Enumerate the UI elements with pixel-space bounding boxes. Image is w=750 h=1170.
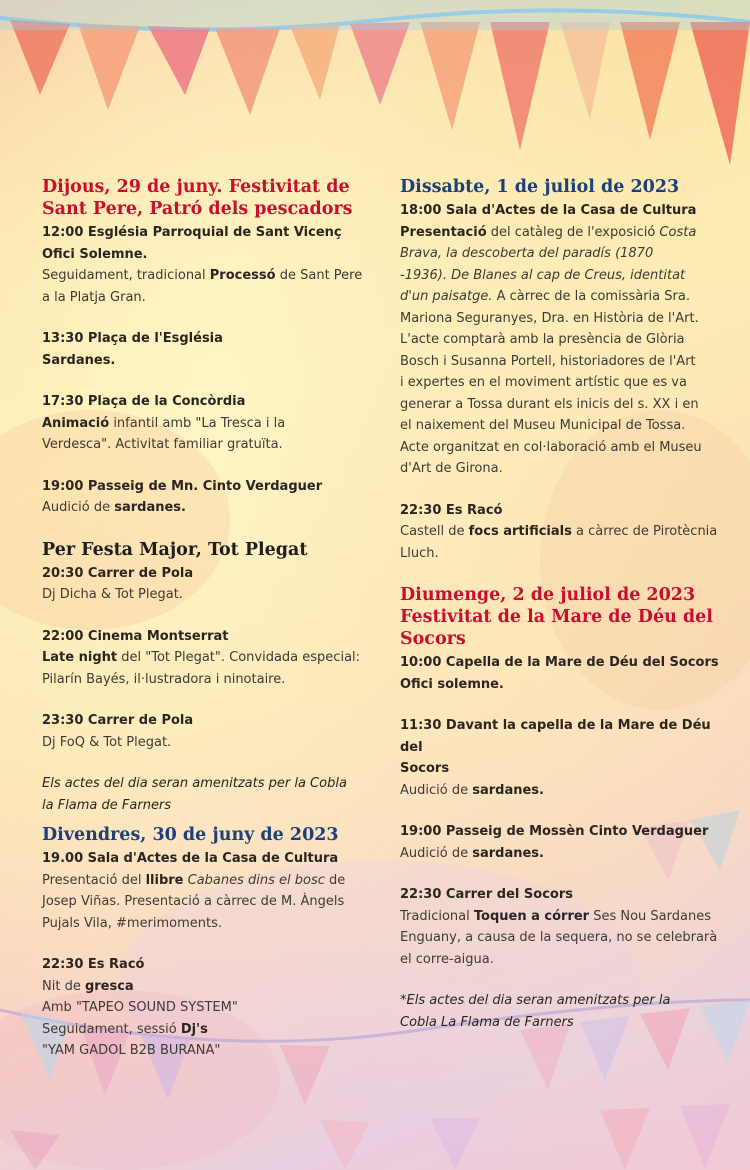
event-text: el naixement del Museu Municipal de Tossa. xyxy=(400,418,686,433)
section-title-dijous xyxy=(42,176,372,220)
event-heading: 22:30 Es Racó xyxy=(42,957,145,972)
event-text: Enguany, a causa de la sequera, no se celebrarà xyxy=(400,930,718,945)
event-text: Tradicional Toquen a córrer Ses Nou Sardanes xyxy=(400,908,711,924)
event-text: Late night del "Tot Plegat". Convidada especial: xyxy=(42,650,361,665)
section-title-line: Sant Pere, Patró dels pescadors xyxy=(42,199,353,219)
event-text: Mariona Seguranyes, Dra. en Història de l'Art. xyxy=(400,310,699,326)
event-heading: 10:00 Capella de la Mare de Déu del Socors xyxy=(400,655,719,670)
section-title-divendres: Divendres, 30 de juny de 2023 xyxy=(42,825,339,845)
event-text: -1936). De Blanes al cap de Creus, identitat xyxy=(400,267,686,283)
event-heading: 19.00 Sala d'Actes de la Casa de Cultura xyxy=(42,851,339,866)
event-bold-line: Ofici solemne. xyxy=(400,676,504,692)
event-text: Presentació del llibre Cabanes dins el bosc de xyxy=(42,872,346,888)
event-text: L'acte comptarà amb la presència de Glòria xyxy=(400,332,685,347)
cobla-note: Els actes del dia seran amenitzats per la Cobla la Flama de Farners xyxy=(42,776,347,813)
event-text: Amb "TAPEO SOUND SYSTEM" xyxy=(42,1000,238,1015)
event-text: Pujals Vila, #merimoments. xyxy=(42,915,223,931)
event-1900-passeig-mossen xyxy=(400,821,720,864)
event-text: Dj Dicha & Tot Plegat. xyxy=(42,587,183,602)
event-1900-casa-cultura xyxy=(42,848,372,934)
event-1330-placa-esglesia xyxy=(42,328,372,371)
event-text: Audició de sardanes. xyxy=(400,845,544,861)
event-text: generar a Tossa durant els inicis del s. XX i en xyxy=(400,396,699,412)
event-heading: 17:30 Plaça de la Concòrdia xyxy=(42,394,246,409)
event-heading: 13:30 Plaça de l'Església xyxy=(42,331,223,346)
event-1730-concordia xyxy=(42,391,372,456)
cobla-note-right: *Els actes del dia seran amenitzats per la Cobla La Flama de Farners xyxy=(400,993,671,1030)
event-1800-casa-cultura xyxy=(400,200,720,480)
event-2230-socors xyxy=(400,884,720,970)
event-text: Acte organitzat en col·laboració amb el Museu xyxy=(400,439,702,455)
event-heading: 22:30 Es Racó xyxy=(400,502,503,518)
event-text: Animació infantil amb "La Tresca i la xyxy=(42,415,286,431)
event-bold-line: Sardanes. xyxy=(42,352,116,368)
event-text: Audició de sardanes. xyxy=(400,782,544,798)
event-text: Lluch. xyxy=(400,545,439,561)
event-2230-es-raco xyxy=(42,954,372,1062)
event-text: "YAM GADOL B2B BURANA" xyxy=(42,1043,221,1058)
event-2230-es-raco-focs xyxy=(400,500,720,565)
event-text: Brava, la descoberta del paradís (1870 xyxy=(400,246,654,261)
event-heading: 18:00 Sala d'Actes de la Casa de Cultura xyxy=(400,203,697,218)
event-1130-capella xyxy=(400,715,720,801)
event-1000-capella xyxy=(400,652,720,695)
section-title-dissabte: Dissabte, 1 de juliol de 2023 xyxy=(400,177,680,197)
left-column xyxy=(42,176,372,1082)
event-2330-pola xyxy=(42,710,372,753)
event-text: Presentació del catàleg de l'exposició Costa xyxy=(400,224,697,240)
event-text: Seguidament, sessió Dj's xyxy=(42,1021,208,1037)
event-text: Nit de gresca xyxy=(42,978,134,994)
event-2030-pola xyxy=(42,563,372,606)
event-text: Josep Viñas. Presentació a càrrec de M. Àngels xyxy=(42,894,345,909)
event-text: Castell de focs artificials a càrrec de Pirotècnia xyxy=(400,524,718,539)
event-heading: 22:00 Cinema Montserrat xyxy=(42,628,229,644)
event-heading: 11:30 Davant la capella de la Mare de Déu del xyxy=(400,718,711,755)
event-heading: 19:00 Passeig de Mn. Cinto Verdaguer xyxy=(42,478,323,494)
event-text: Dj FoQ & Tot Plegat. xyxy=(42,734,172,750)
event-text: a la Platja Gran. xyxy=(42,289,146,305)
section-title-line: Dijous, 29 de juny. Festivitat de xyxy=(42,177,350,197)
event-2200-cinema xyxy=(42,626,372,691)
event-text: d'Art de Girona. xyxy=(400,461,503,476)
event-1200-esglesia xyxy=(42,222,372,308)
event-1900-passeig xyxy=(42,476,372,519)
section-title-festa-major: Per Festa Major, Tot Plegat xyxy=(42,539,308,560)
event-heading: 12:00 Església Parroquial de Sant Vicenç xyxy=(42,225,342,240)
event-bold-line: Ofici Solemne. xyxy=(42,246,148,262)
event-text: Seguidament, tradicional Processó de Sant Pere xyxy=(42,268,363,283)
event-text: i expertes en el moviment artístic que es va xyxy=(400,375,687,390)
section-title-diumenge: Diumenge, 2 de juliol de 2023 Festivitat de la Mare de Déu del Socors xyxy=(400,585,713,649)
event-heading: 19:00 Passeig de Mossèn Cinto Verdaguer xyxy=(400,824,709,839)
event-text: Audició de sardanes. xyxy=(42,500,186,515)
event-text: d'un paisatge. A càrrec de la comissària Sra. xyxy=(400,289,690,304)
event-heading: 22:30 Carrer del Socors xyxy=(400,887,573,902)
event-text: Pilarín Bayés, il·lustradora i ninotaire. xyxy=(42,671,286,687)
event-heading: 20:30 Carrer de Pola xyxy=(42,565,194,581)
event-text: Bosch i Susanna Portell, historiadores de l'Art xyxy=(400,353,696,369)
event-heading: Socors xyxy=(400,761,450,776)
right-column xyxy=(400,176,720,1041)
event-text: el corre-aigua. xyxy=(400,951,494,967)
event-heading: 23:30 Carrer de Pola xyxy=(42,713,194,728)
event-text: Verdesca". Activitat familiar gratuïta. xyxy=(42,437,283,452)
